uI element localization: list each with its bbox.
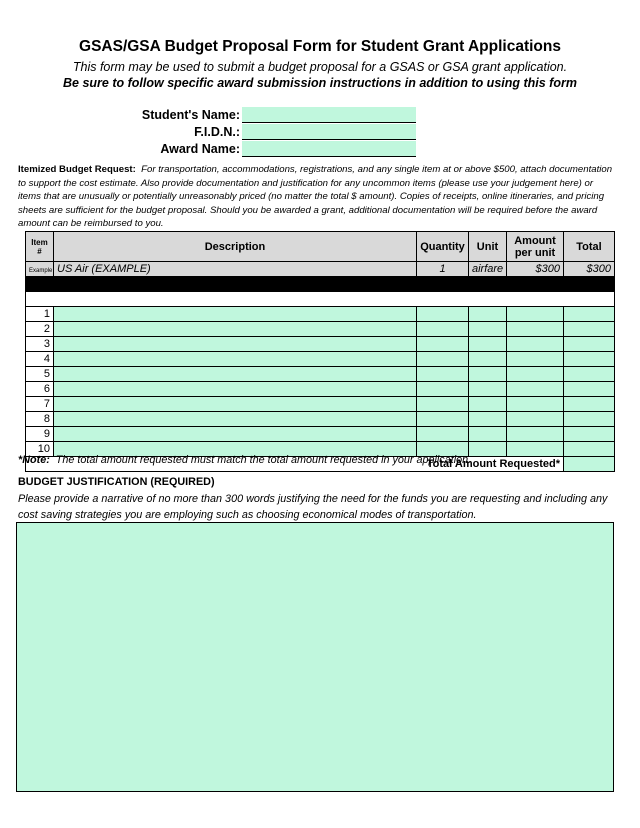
itemized-label: Itemized Budget Request: xyxy=(18,164,136,175)
header-amount-per-unit: Amount per unit xyxy=(507,232,564,262)
row-number: 3 xyxy=(26,337,54,352)
justification-textarea[interactable] xyxy=(16,522,614,792)
amount-per-unit-input[interactable] xyxy=(507,352,564,367)
total-input[interactable] xyxy=(564,307,615,322)
header-quantity: Quantity xyxy=(417,232,469,262)
total-input[interactable] xyxy=(564,427,615,442)
total-input[interactable] xyxy=(564,382,615,397)
row-number: 10 xyxy=(26,442,54,457)
unit-input[interactable] xyxy=(469,337,507,352)
budget-table xyxy=(25,231,615,472)
total-input[interactable] xyxy=(564,337,615,352)
quantity-input[interactable] xyxy=(417,307,469,322)
table-row xyxy=(26,337,615,352)
quantity-input[interactable] xyxy=(417,367,469,382)
description-input[interactable] xyxy=(54,412,417,427)
quantity-input[interactable] xyxy=(417,397,469,412)
table-row xyxy=(26,397,615,412)
amount-per-unit-input[interactable] xyxy=(507,307,564,322)
description-input[interactable] xyxy=(54,367,417,382)
table-row xyxy=(26,427,615,442)
justification-heading: BUDGET JUSTIFICATION (REQUIRED) xyxy=(18,476,215,488)
amount-per-unit-input[interactable] xyxy=(507,427,564,442)
row-number: 1 xyxy=(26,307,54,322)
row-number: 7 xyxy=(26,397,54,412)
table-row xyxy=(26,412,615,427)
row-number: 8 xyxy=(26,412,54,427)
description-input[interactable] xyxy=(54,427,417,442)
row-number: 9 xyxy=(26,427,54,442)
amount-per-unit-input[interactable] xyxy=(507,412,564,427)
justification-instructions: Please provide a narrative of no more than 300 words justifying the need for the funds you are requesting and including any cost saving strategies you are employing such as choosing economical modes of transportation. xyxy=(18,493,608,521)
unit-input[interactable] xyxy=(469,397,507,412)
form-title: GSAS/GSA Budget Proposal Form for Student Grant Applications xyxy=(79,38,561,55)
quantity-input[interactable] xyxy=(417,337,469,352)
table-row xyxy=(26,352,615,367)
quantity-input[interactable] xyxy=(417,322,469,337)
table-row xyxy=(26,322,615,337)
total-input[interactable] xyxy=(564,367,615,382)
header-description: Description xyxy=(54,232,417,262)
description-input[interactable] xyxy=(54,322,417,337)
amount-per-unit-input[interactable] xyxy=(507,337,564,352)
unit-input[interactable] xyxy=(469,412,507,427)
total-amount-input[interactable] xyxy=(564,457,615,472)
example-quantity: 1 xyxy=(417,262,469,277)
description-input[interactable] xyxy=(54,352,417,367)
amount-per-unit-input[interactable] xyxy=(507,397,564,412)
student-name-input[interactable] xyxy=(242,107,416,123)
unit-input[interactable] xyxy=(469,307,507,322)
table-row xyxy=(26,382,615,397)
description-input[interactable] xyxy=(54,307,417,322)
example-description: US Air (EXAMPLE) xyxy=(54,262,417,277)
amount-per-unit-input[interactable] xyxy=(507,322,564,337)
amount-per-unit-input[interactable] xyxy=(507,442,564,457)
description-input[interactable] xyxy=(54,337,417,352)
unit-input[interactable] xyxy=(469,352,507,367)
total-input[interactable] xyxy=(564,352,615,367)
unit-input[interactable] xyxy=(469,367,507,382)
row-number: 5 xyxy=(26,367,54,382)
fidn-label: F.I.D.N.: xyxy=(194,125,240,139)
award-name-input[interactable] xyxy=(242,141,416,157)
total-label: Total Amount Requested* xyxy=(26,457,564,472)
header-total: Total xyxy=(564,232,615,262)
example-total: $300 xyxy=(564,262,615,277)
row-number: 6 xyxy=(26,382,54,397)
amount-per-unit-input[interactable] xyxy=(507,382,564,397)
example-tag: Example xyxy=(29,268,53,274)
example-unit: airfare xyxy=(469,262,507,277)
total-input[interactable] xyxy=(564,442,615,457)
unit-input[interactable] xyxy=(469,442,507,457)
separator xyxy=(26,277,615,292)
note-text: The total amount requested must match the total amount requested in your application. xyxy=(55,454,472,466)
quantity-input[interactable] xyxy=(417,412,469,427)
quantity-input[interactable] xyxy=(417,352,469,367)
table-header-row xyxy=(26,232,615,262)
amount-per-unit-input[interactable] xyxy=(507,367,564,382)
row-number: 2 xyxy=(26,322,54,337)
itemized-text: For transportation, accommodations, registrations, and any single item at or above $500, attach documentation to support the cost estimate. Also provide documentation and justification for any uncommon items (please use your judgement here) or items that are unusually or potentially unreasonably priced (no matter the total $ amount). Copies of receipts, online itineraries, and pricing sheets are sufficient for the budget proposal. Should you be awarded a grant, additional documentation will be required before the award amount can be reimbursed to you. xyxy=(18,164,613,230)
total-input[interactable] xyxy=(564,412,615,427)
table-row xyxy=(26,367,615,382)
note xyxy=(18,454,471,466)
table-row xyxy=(26,307,615,322)
example-amount: $300 xyxy=(507,262,564,277)
quantity-input[interactable] xyxy=(417,427,469,442)
header-item-number: Item # xyxy=(26,232,54,262)
form-subtitle: This form may be used to submit a budget proposal for a GSAS or GSA grant application. xyxy=(72,60,568,74)
quantity-input[interactable] xyxy=(417,382,469,397)
fidn-input[interactable] xyxy=(242,124,416,140)
itemized-budget-instructions xyxy=(18,163,618,231)
unit-input[interactable] xyxy=(469,322,507,337)
unit-input[interactable] xyxy=(469,427,507,442)
note-label: *Note: xyxy=(18,454,50,466)
example-row xyxy=(26,262,615,277)
description-input[interactable] xyxy=(54,397,417,412)
award-name-label: Award Name: xyxy=(160,142,240,156)
student-name-label: Student's Name: xyxy=(141,108,240,122)
spacer xyxy=(26,292,615,307)
header-unit: Unit xyxy=(469,232,507,262)
unit-input[interactable] xyxy=(469,382,507,397)
description-input[interactable] xyxy=(54,382,417,397)
total-input[interactable] xyxy=(564,397,615,412)
total-input[interactable] xyxy=(564,322,615,337)
form-instruction: Be sure to follow specific award submission instructions in addition to using this form xyxy=(63,76,577,90)
row-number: 4 xyxy=(26,352,54,367)
